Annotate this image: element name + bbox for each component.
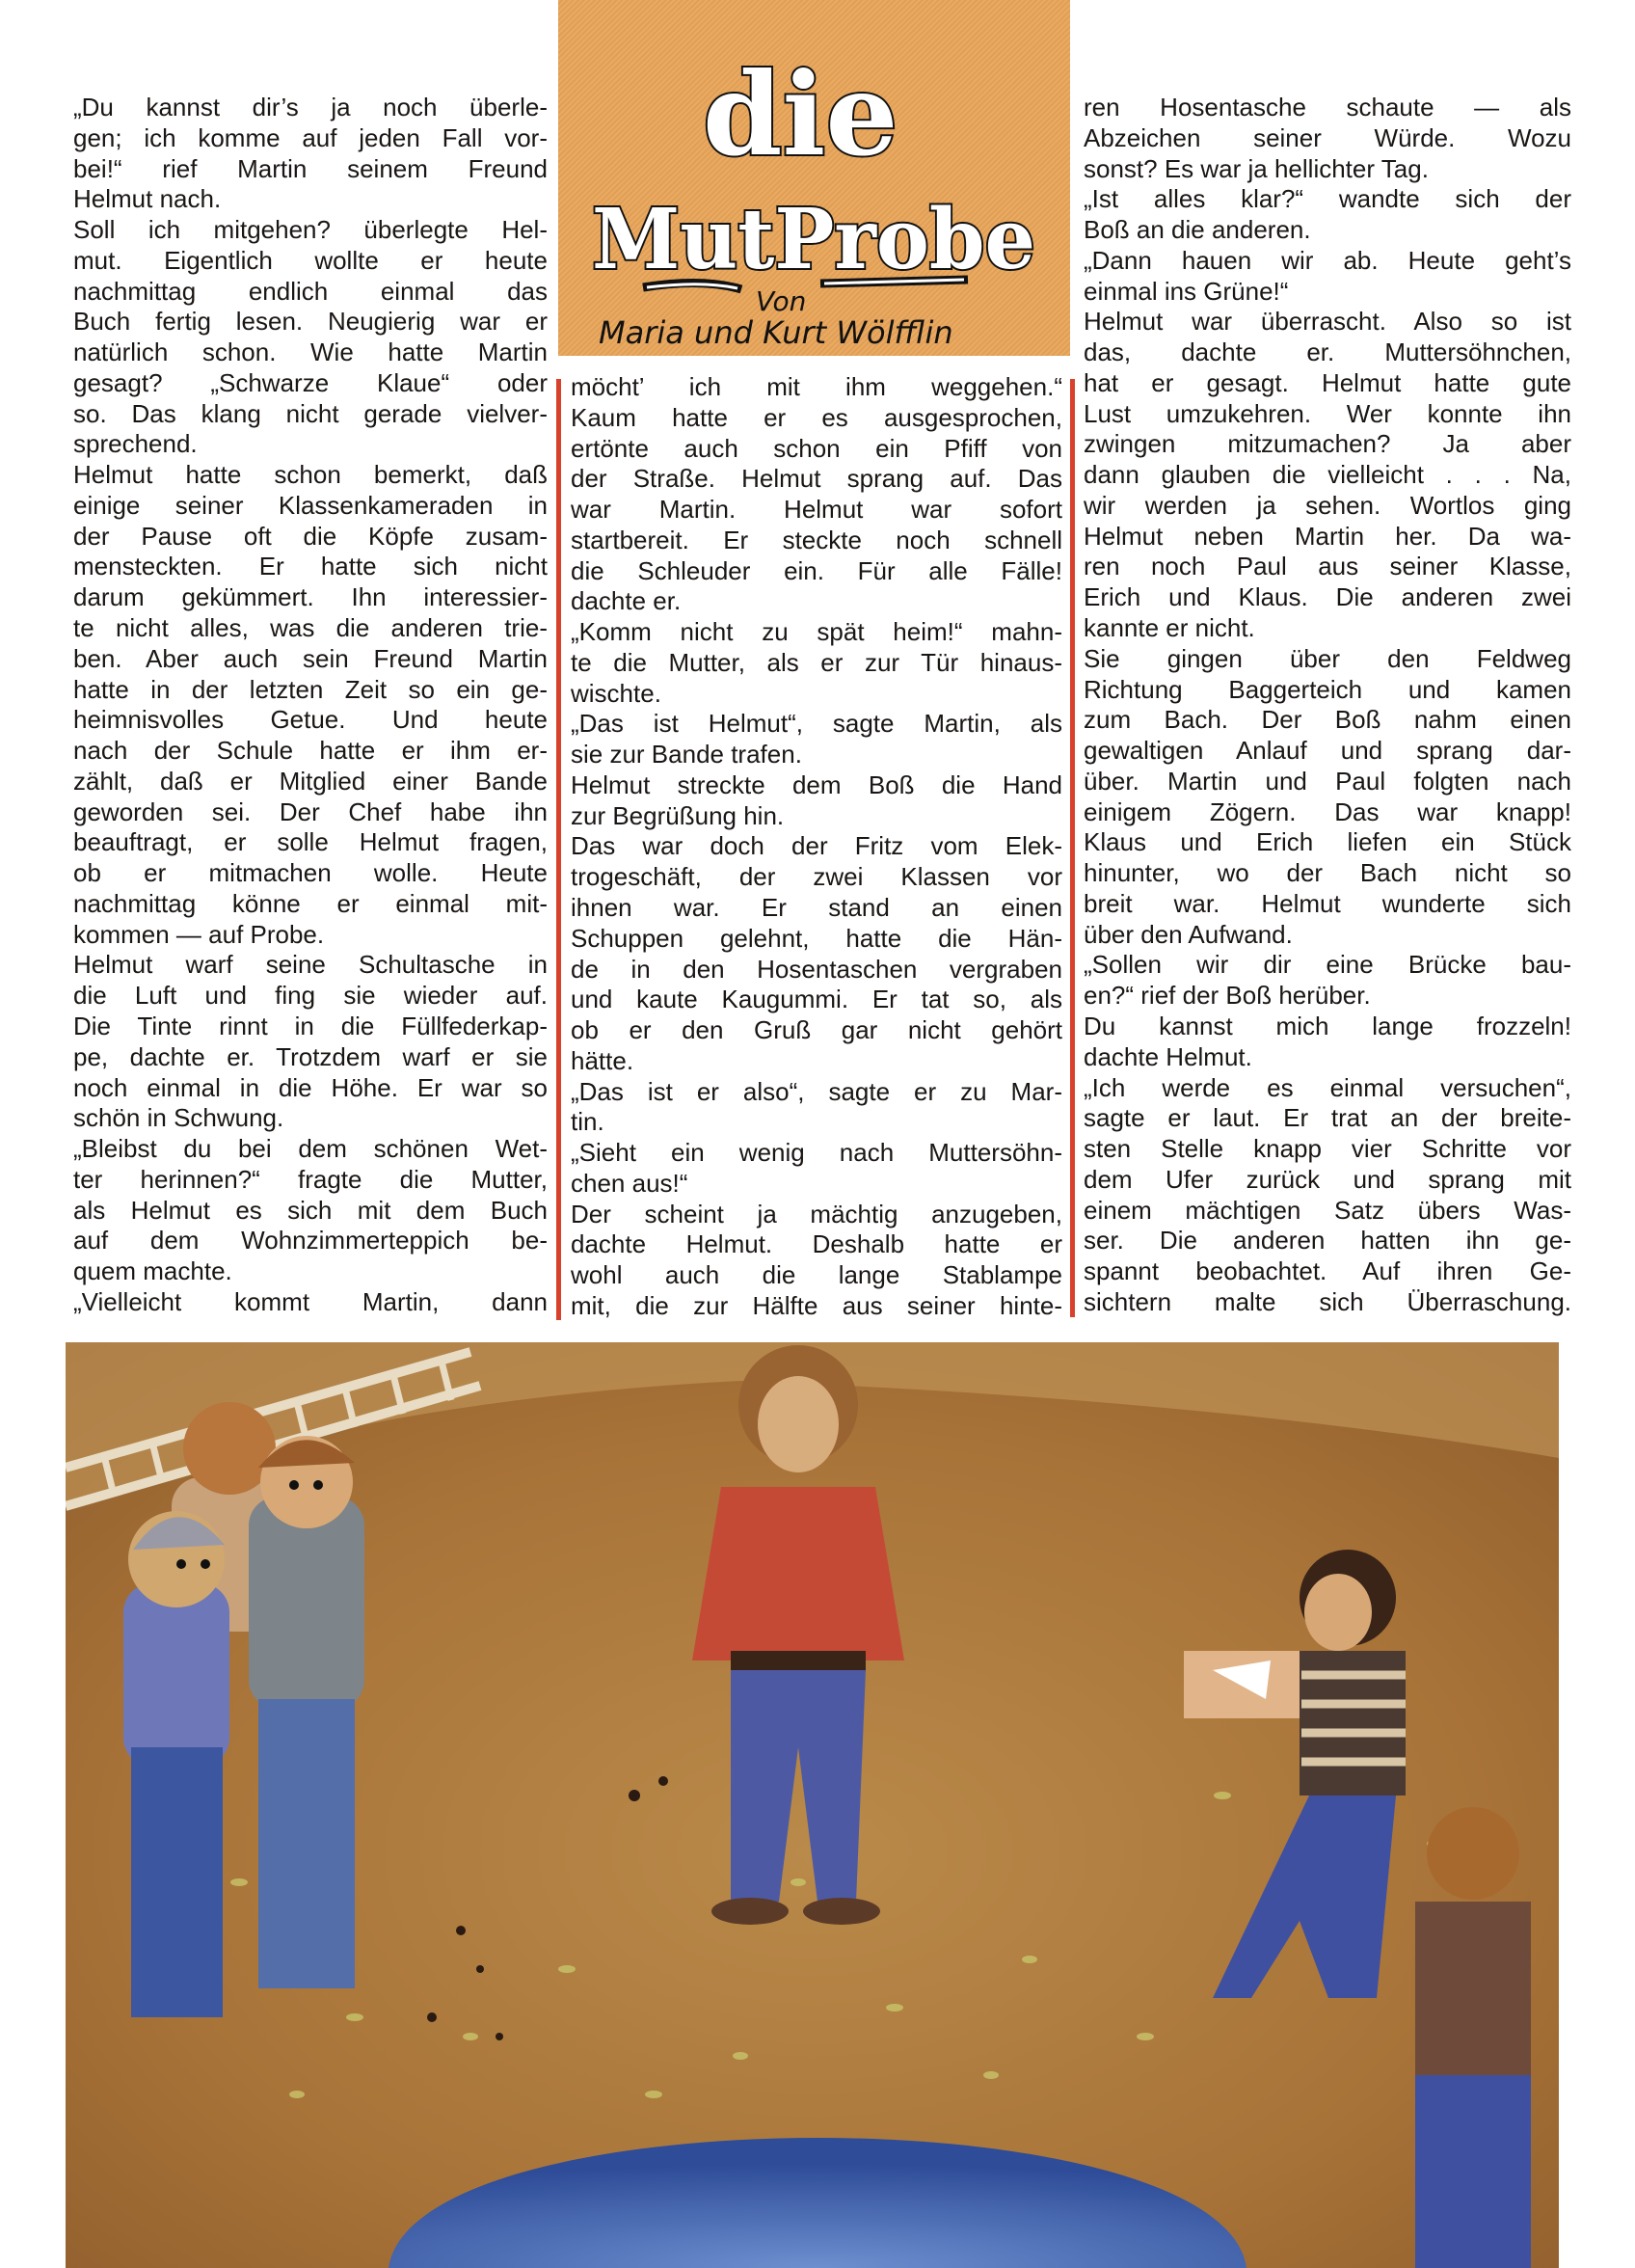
text-line: Erich und Klaus. Die anderen zwei bbox=[1084, 582, 1571, 612]
text-line: dachte Helmut. bbox=[1084, 1041, 1252, 1071]
text-line: tin. bbox=[571, 1107, 604, 1137]
title-logo bbox=[558, 0, 1070, 356]
text-column-middle bbox=[571, 372, 1062, 1322]
text-line: sprechend. bbox=[73, 429, 198, 459]
text-line: einmal ins Grüne!“ bbox=[1084, 276, 1289, 306]
text-line: dachte Helmut. Deshalb hatte er bbox=[571, 1229, 1062, 1259]
text-line: Klaus und Erich liefen ein Stück bbox=[1084, 827, 1571, 857]
text-line: sonst? Es war ja hellichter Tag. bbox=[1084, 153, 1429, 183]
text-line: mut. Eigentlich wollte er heute bbox=[73, 245, 548, 275]
paragraph bbox=[1084, 950, 1571, 1012]
text-line: darum gekümmert. Ihn interessier- bbox=[73, 582, 548, 612]
text-line: Richtung Baggerteich und kamen bbox=[1084, 674, 1571, 704]
text-line: „Vielleicht kommt Martin, dann bbox=[73, 1286, 548, 1316]
text-line: Die Tinte rinnt in die Füllfederkap- bbox=[73, 1011, 548, 1040]
text-line: „Bleibst du bei dem schönen Wet- bbox=[73, 1134, 548, 1164]
text-line: als Helmut es sich mit dem Buch bbox=[73, 1195, 548, 1225]
text-line: ren noch Paul aus seiner Klasse, bbox=[1084, 552, 1571, 581]
text-line: Helmut nach. bbox=[73, 184, 222, 214]
text-line: „Das ist Helmut“, sagte Martin, als bbox=[571, 709, 1062, 739]
text-line: nachmittag endlich einmal das bbox=[73, 276, 548, 306]
text-line: Helmut war überrascht. Also so ist bbox=[1084, 307, 1571, 337]
text-line: ertönte auch schon ein Pfiff von bbox=[571, 433, 1062, 463]
text-line: kannte er nicht. bbox=[1084, 613, 1255, 643]
text-line: mensteckten. Er hatte sich nicht bbox=[73, 552, 548, 581]
text-line: der Straße. Helmut sprang auf. Das bbox=[571, 464, 1062, 494]
text-line: Sie gingen über den Feldweg bbox=[1084, 643, 1571, 673]
story-illustration bbox=[66, 1342, 1559, 2268]
text-line: Helmut streckte dem Boß die Hand bbox=[571, 770, 1062, 799]
text-line: te die Mutter, als er zur Tür hinaus- bbox=[571, 647, 1062, 677]
text-line: hat er gesagt. Helmut hatte gute bbox=[1084, 367, 1571, 397]
text-line: ter herinnen?“ fragte die Mutter, bbox=[73, 1164, 548, 1194]
text-line: „Ist alles klar?“ wandte sich der bbox=[1084, 184, 1571, 214]
text-line: der Pause oft die Köpfe zusam- bbox=[73, 521, 548, 551]
byline-von: Von bbox=[756, 285, 807, 317]
text-line: so. Das klang nicht gerade vielver- bbox=[73, 398, 548, 428]
text-line: natürlich schon. Wie hatte Martin bbox=[73, 338, 548, 367]
byline-authors: Maria und Kurt Wölfflin bbox=[599, 314, 953, 351]
text-line: Helmut warf seine Schultasche in bbox=[73, 950, 548, 980]
paragraph bbox=[73, 93, 548, 215]
text-line: einigem Zögern. Das war knapp! bbox=[1084, 796, 1571, 826]
paragraph bbox=[1084, 246, 1571, 308]
text-line: möcht’ ich mit ihm weggehen.“ bbox=[571, 372, 1062, 401]
text-line: einige seiner Klassenkameraden in bbox=[73, 490, 548, 520]
text-line: wir werden ja sehen. Wortlos ging bbox=[1084, 490, 1571, 520]
text-line: ren Hosentasche schaute — als bbox=[1084, 93, 1571, 122]
text-line: mit, die zur Hälfte aus seiner hinte- bbox=[571, 1290, 1062, 1320]
text-line: ser. Die anderen hatten ihn ge- bbox=[1084, 1226, 1571, 1256]
paragraph bbox=[1084, 307, 1571, 643]
column-rule-left bbox=[556, 379, 561, 1320]
text-line: „Dann hauen wir ab. Heute geht’s bbox=[1084, 245, 1571, 275]
text-line: te nicht alles, was die anderen trie- bbox=[73, 613, 548, 643]
paragraph bbox=[571, 831, 1062, 1076]
text-line: sie zur Bande trafen. bbox=[571, 740, 802, 770]
paragraph bbox=[571, 617, 1062, 709]
paragraph bbox=[1084, 1073, 1571, 1318]
text-line: nachmittag könne er einmal mit- bbox=[73, 888, 548, 918]
paragraph bbox=[73, 1134, 548, 1287]
text-line: hätte. bbox=[571, 1045, 634, 1075]
text-line: schön in Schwung. bbox=[73, 1103, 284, 1133]
text-line: spannt beobachtet. Auf ihren Ge- bbox=[1084, 1256, 1571, 1286]
text-line: gesagt? „Schwarze Klaue“ oder bbox=[73, 367, 548, 397]
text-line: ob er mitmachen wolle. Heute bbox=[73, 858, 548, 888]
text-line: dann glauben die vielleicht . . . Na, bbox=[1084, 460, 1571, 490]
title-line2: MutProbe bbox=[592, 191, 1035, 288]
text-line: sten Stelle knapp vier Schritte vor bbox=[1084, 1134, 1571, 1164]
text-line: Lust umzukehren. Wer konnte ihn bbox=[1084, 398, 1571, 428]
paragraph bbox=[571, 1200, 1062, 1322]
text-line: en?“ rief der Boß herüber. bbox=[1084, 981, 1371, 1011]
text-line: Du kannst mich lange frozzeln! bbox=[1084, 1011, 1571, 1040]
title-box bbox=[558, 0, 1070, 356]
paragraph bbox=[1084, 644, 1571, 951]
text-line: pe, dachte er. Trotzdem warf er sie bbox=[73, 1041, 548, 1071]
text-line: und kaute Kaugummi. Er tat so, als bbox=[571, 985, 1062, 1014]
text-line: das, dachte er. Muttersöhnchen, bbox=[1084, 338, 1571, 367]
text-line: „Das ist er also“, sagte er zu Mar- bbox=[571, 1076, 1062, 1106]
text-line: zwingen mitzumachen? Ja aber bbox=[1084, 429, 1571, 459]
text-line: Helmut hatte schon bemerkt, daß bbox=[73, 460, 548, 490]
text-line: beauftragt, er solle Helmut fragen, bbox=[73, 827, 548, 857]
column-rule-right bbox=[1070, 379, 1075, 1317]
text-line: „Sieht ein wenig nach Muttersöhn- bbox=[571, 1138, 1062, 1168]
text-line: ob er den Gruß gar nicht gehört bbox=[571, 1015, 1062, 1045]
text-line: über den Aufwand. bbox=[1084, 919, 1293, 949]
text-line: quem machte. bbox=[73, 1256, 232, 1286]
text-column-right bbox=[1084, 93, 1571, 1318]
paragraph bbox=[571, 372, 1062, 403]
text-line: „Du kannst dir’s ja noch überle- bbox=[73, 93, 548, 122]
text-line: Soll ich mitgehen? überlegte Hel- bbox=[73, 215, 548, 245]
text-line: zählt, daß er Mitglied einer Bande bbox=[73, 766, 548, 796]
text-line: war Martin. Helmut war sofort bbox=[571, 495, 1062, 525]
text-line: ben. Aber auch sein Freund Martin bbox=[73, 643, 548, 673]
paragraph bbox=[571, 770, 1062, 832]
text-line: die Luft und fing sie wieder auf. bbox=[73, 981, 548, 1011]
paragraph bbox=[1084, 184, 1571, 246]
text-line: Buch fertig lesen. Neugierig war er bbox=[73, 307, 548, 337]
text-line: wohl auch die lange Stablampe bbox=[571, 1260, 1062, 1290]
paragraph bbox=[571, 1077, 1062, 1139]
text-line: hatte in der letzten Zeit so ein ge- bbox=[73, 674, 548, 704]
text-line: Der scheint ja mächtig anzugeben, bbox=[571, 1199, 1062, 1228]
paragraph bbox=[571, 709, 1062, 770]
text-line: sagte er laut. Er trat an der breite- bbox=[1084, 1103, 1571, 1133]
text-line: breit war. Helmut wunderte sich bbox=[1084, 888, 1571, 918]
title-line1: die bbox=[703, 47, 898, 181]
text-line: Boß an die anderen. bbox=[1084, 215, 1311, 245]
text-line: ihnen war. Er stand an einen bbox=[571, 893, 1062, 923]
text-line: nach der Schule hatte er ihm er- bbox=[73, 736, 548, 766]
text-line: dem Ufer zurück und sprang mit bbox=[1084, 1164, 1571, 1194]
text-line: Helmut neben Martin her. Da wa- bbox=[1084, 521, 1571, 551]
text-line: wischte. bbox=[571, 678, 661, 708]
text-line: zur Begrüßung hin. bbox=[571, 800, 785, 830]
text-line: die Schleuder ein. Für alle Fälle! bbox=[571, 555, 1062, 585]
paragraph bbox=[73, 460, 548, 950]
text-line: noch einmal in die Höhe. Er war so bbox=[73, 1072, 548, 1102]
text-line: zum Bach. Der Boß nahm einen bbox=[1084, 705, 1571, 735]
paragraph bbox=[571, 1138, 1062, 1200]
paragraph bbox=[73, 950, 548, 1134]
text-line: „Sollen wir dir eine Brücke bau- bbox=[1084, 950, 1571, 980]
text-line: „Ich werde es einmal versuchen“, bbox=[1084, 1072, 1571, 1102]
text-line: über. Martin und Paul folgten nach bbox=[1084, 766, 1571, 796]
text-line: dachte er. bbox=[571, 586, 682, 616]
text-line: einem mächtigen Satz übers Was- bbox=[1084, 1195, 1571, 1225]
text-line: gen; ich komme auf jeden Fall vor- bbox=[73, 122, 548, 152]
paragraph bbox=[1084, 93, 1571, 184]
text-line: Abzeichen seiner Würde. Wozu bbox=[1084, 122, 1571, 152]
paragraph bbox=[73, 215, 548, 460]
text-line: sichtern malte sich Überraschung. bbox=[1084, 1286, 1571, 1316]
paragraph bbox=[1084, 1012, 1571, 1073]
text-line: Das war doch der Fritz vom Elek- bbox=[571, 831, 1062, 861]
text-line: Kaum hatte er es ausgesprochen, bbox=[571, 402, 1062, 432]
text-line: bei!“ rief Martin seinem Freund bbox=[73, 153, 548, 183]
text-line: startbereit. Er steckte noch schnell bbox=[571, 525, 1062, 554]
text-line: trogeschäft, der zwei Klassen vor bbox=[571, 862, 1062, 892]
text-line: chen aus!“ bbox=[571, 1168, 688, 1198]
text-line: kommen — auf Probe. bbox=[73, 919, 325, 949]
text-line: geworden sei. Der Chef habe ihn bbox=[73, 796, 548, 826]
text-line: hinunter, wo der Bach nicht so bbox=[1084, 858, 1571, 888]
text-line: „Komm nicht zu spät heim!“ mahn- bbox=[571, 617, 1062, 647]
text-line: gewaltigen Anlauf und sprang dar- bbox=[1084, 736, 1571, 766]
paragraph bbox=[73, 1287, 548, 1318]
text-line: Schuppen gelehnt, hatte die Hän- bbox=[571, 923, 1062, 953]
text-line: auf dem Wohnzimmerteppich be- bbox=[73, 1226, 548, 1256]
paragraph bbox=[571, 403, 1062, 617]
text-line: de in den Hosentaschen vergraben bbox=[571, 954, 1062, 984]
text-line: heimnisvolles Getue. Und heute bbox=[73, 705, 548, 735]
text-column-left bbox=[73, 93, 548, 1318]
